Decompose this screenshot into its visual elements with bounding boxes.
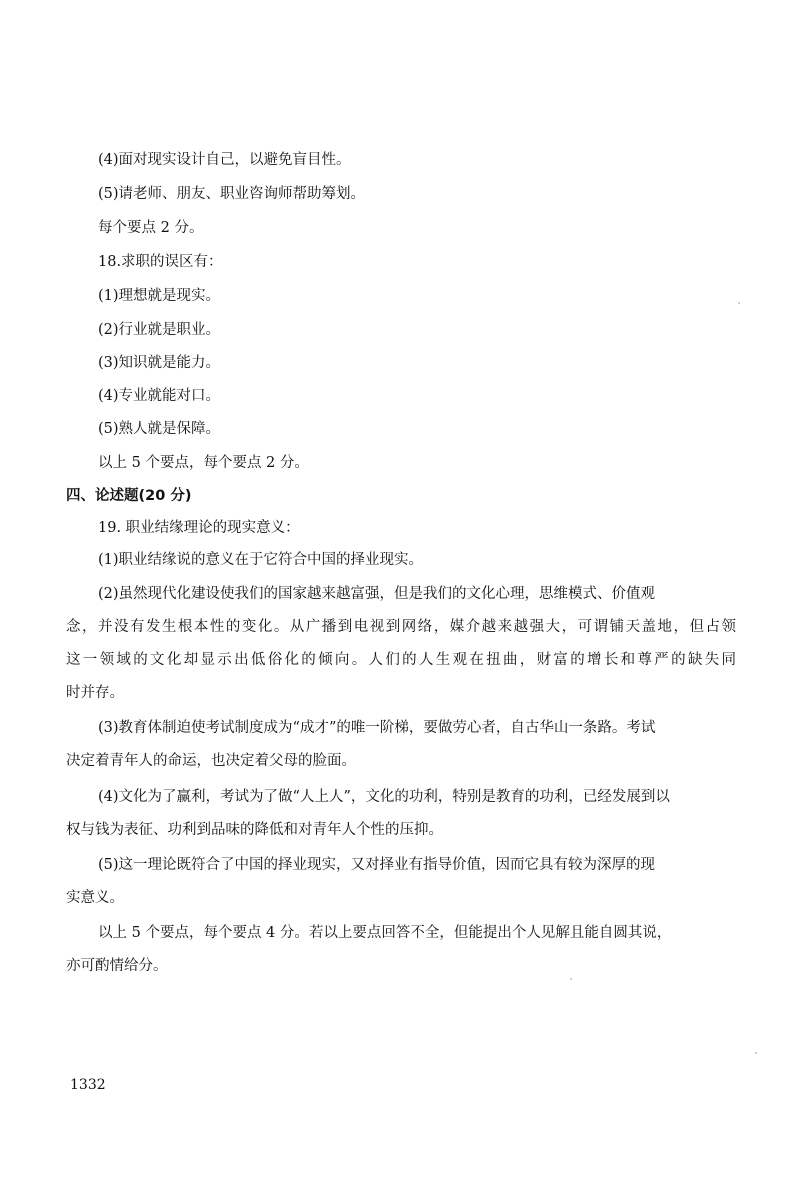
question-18-item-4: (4)专业就能对口。 bbox=[98, 388, 221, 404]
question-18-scoring: 以上 5 个要点，每个要点 2 分。 bbox=[98, 455, 309, 471]
scan-speck bbox=[570, 978, 572, 980]
question-19-point-2-line-2: 念，并没有发生根本性的变化。从广播到电视到网络，媒介越来越强大，可谓铺天盖地，但占领 bbox=[66, 619, 736, 635]
answer-item-4: (4)面对现实设计自己，以避免盲目性。 bbox=[98, 152, 351, 168]
question-18-item-1: (1)理想就是现实。 bbox=[98, 288, 221, 304]
scan-speck bbox=[738, 302, 740, 304]
question-19-point-3-line-2: 决定着青年人的命运，也决定着父母的脸面。 bbox=[66, 753, 356, 769]
question-19-point-2-line-1: (2)虽然现代化建设使我们的国家越来越富强，但是我们的文化心理，思维模式、价值观 bbox=[98, 586, 656, 602]
scoring-note: 每个要点 2 分。 bbox=[98, 220, 204, 236]
question-19-point-4-line-2: 权与钱为表征、功利到品味的降低和对青年人个性的压抑。 bbox=[66, 822, 443, 838]
question-18-item-2: (2)行业就是职业。 bbox=[98, 322, 221, 338]
question-19-point-5-line-2: 实意义。 bbox=[66, 890, 124, 906]
question-19-point-1: (1)职业结缘说的意义在于它符合中国的择业现实。 bbox=[98, 552, 424, 568]
question-19-point-5-line-1: (5)这一理论既符合了中国的择业现实，又对择业有指导价值，因而它具有较为深厚的现 bbox=[98, 857, 656, 873]
question-19-scoring-line-1: 以上 5 个要点，每个要点 4 分。若以上要点回答不全，但能提出个人见解且能自圆其说， bbox=[98, 925, 672, 941]
question-18-item-5: (5)熟人就是保障。 bbox=[98, 421, 221, 437]
question-18-title: 18.求职的误区有： bbox=[98, 254, 223, 270]
question-19-title: 19. 职业结缘理论的现实意义： bbox=[98, 520, 300, 536]
section-heading: 四、论述题(20 分) bbox=[66, 488, 192, 504]
question-18-item-3: (3)知识就是能力。 bbox=[98, 355, 221, 371]
scan-speck bbox=[755, 1052, 757, 1054]
page-number: 1332 bbox=[70, 1077, 106, 1093]
question-19-scoring-line-2: 亦可酌情给分。 bbox=[66, 958, 168, 974]
question-19-point-4-line-1: (4)文化为了赢利，考试为了做“人上人”，文化的功利，特别是教育的功利，已经发展到以 bbox=[98, 789, 670, 805]
question-19-point-3-line-1: (3)教育体制迫使考试制度成为“成才”的唯一阶梯，要做劳心者，自古华山一条路。考试 bbox=[98, 720, 656, 736]
question-19-point-2-line-4: 时并存。 bbox=[66, 685, 124, 701]
answer-item-5: (5)请老师、朋友、职业咨询师帮助筹划。 bbox=[98, 186, 366, 202]
question-19-point-2-line-3: 这一领域的文化却显示出低俗化的倾向。人们的人生观在扭曲，财富的增长和尊严的缺失同 bbox=[66, 652, 736, 668]
